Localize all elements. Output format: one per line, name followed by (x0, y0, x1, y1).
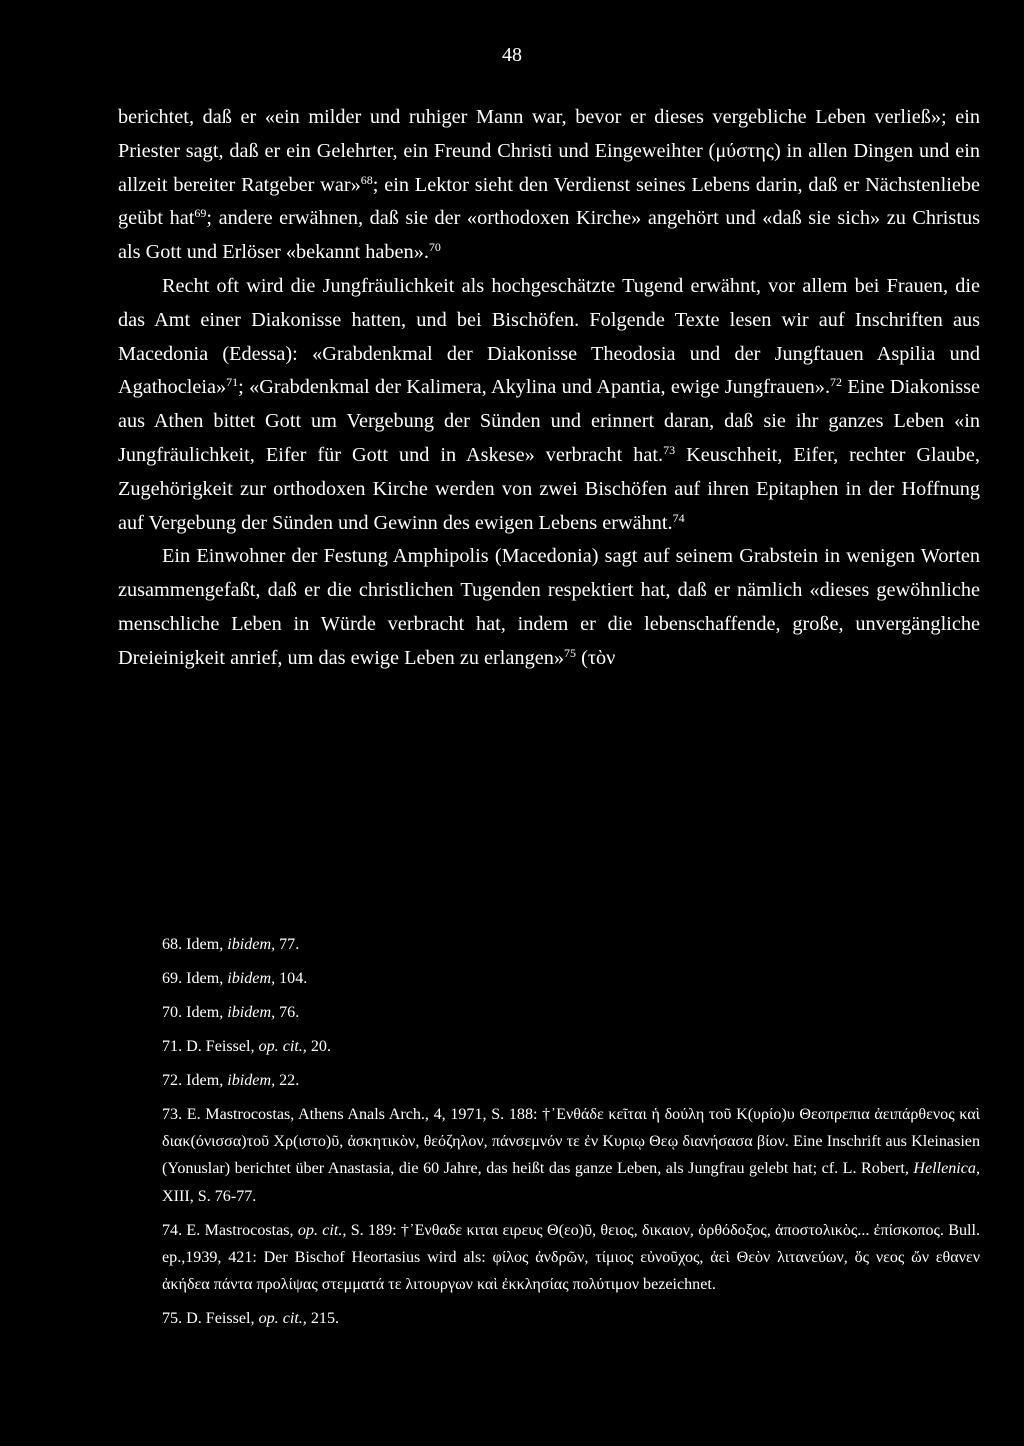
footnote-text: 69. Idem, (162, 970, 228, 987)
footnote-text: 71. D. Feissel, (162, 1038, 259, 1055)
footnote-text: 75. D. Feissel, (162, 1310, 259, 1328)
text-run: berichtet, daß er «ein milder und ruhiger Mann war, bevor er dieses vergebliche Leben verließ»; ein Priester sagt, daß er ein Gelehrter, ein Freund Christi und Eingeweihter (μύστης) in allen Dingen und ein allzeit bereiter Ratgeber war» (118, 106, 980, 196)
text-run: Eine Diakonisse aus Athen bittet Gott um Vergebung der Sünden und erinnert daran, daß sie ihr ganzes Leben «in Jungfräulichkeit, Eifer für Gott und in Askese» verbracht hat. (118, 376, 981, 466)
main-text (118, 101, 980, 676)
footnote-72 (162, 1067, 980, 1094)
footnote-italic: Hellenica, (913, 1160, 980, 1178)
text-run: ; ein Lektor sieht den Verdienst seines Lebens darin, daß er Nächstenliebe geübt hat (118, 173, 980, 230)
text-run: ; andere erwähnen, daß sie der «orthodoxen Kirche» angehört und «daß sie sich» zu Christus als Gott und Erlöser «bekannt haben». (118, 207, 980, 264)
footnote-text: XIII, S. 76-77. (162, 1187, 257, 1205)
footnote-text: 20. (306, 1038, 331, 1055)
footnote-italic: op. cit., (258, 1310, 307, 1328)
footnote-italic: op. cit., (258, 1038, 307, 1055)
text-run: Keuschheit, Eifer, rechter Glaube, Zugehörigkeit zur orthodoxen Kirche werden von zwei Bischöfen auf ihren Epitaphen in der Hoffnung auf Vergebung der Sünden und Gewinn des ewigen Lebens erwähnt. (118, 443, 981, 534)
footnote-text: 77. (275, 936, 300, 953)
footnote-ref-69[interactable]: 69 (194, 206, 207, 221)
text-run: Ein Einwohner der Festung Amphipolis (Macedonia) sagt auf seinem Grabstein in wenigen Worten zusammengefaßt, daß er die christlichen Tugenden respektiert hat, daß er nämlich «dieses gewöhnliche menschliche Leben in Würde verbracht hat, indem er die lebenschaffende, große, unvergängliche Dreieinigkeit anrief, um das ewige Leben zu erlangen» (118, 545, 980, 669)
footnote-italic: op. cit., (297, 1221, 347, 1239)
footnote-ref-75[interactable]: 75 (564, 645, 576, 660)
footnote-text: 22. (275, 1072, 300, 1089)
footnote-text: 72. Idem, (162, 1072, 228, 1089)
footnotes (162, 931, 980, 1339)
footnote-ref-74[interactable]: 74 (672, 510, 685, 525)
footnote-text: 73. E. Mastrocostas, Athens Anals Arch., 4, 1971, S. 188: †᾿Ενθάδε κεῖται ἡ δούλη τοῦ Κ(υρίο)υ Θεοπρεπια ἀειπάρθενος καὶ διακ(όνισσα)τοῦ Χρ(ιστο)ῦ, ἀσκητικὸν, θεόζηλον, πάνσεμνόν τε ἐν Κυριῳ Θεῳ διανήσασα βίον. Eine Inschrift aus Kleinasien (Yonuslar) berichtet über Anastasia, die 60 Jahre, das heißt das ganze Leben, als Jungfrau gelebt hat; cf. L. Robert, (162, 1106, 980, 1178)
text-run: Recht oft wird die Jungfräulichkeit als hochgeschätzte Tugend erwähnt, vor allem bei Frauen, die das Amt einer Diakonisse hatten, und bei Bischöfen. Folgende Texte lesen wir auf Inschriften aus Macedonia (Edessa): «Grabdenkmal der Diakonisse Theodosia und der Jungftauen Aspilia und Agathocleia» (118, 274, 980, 399)
footnote-71 (162, 1033, 980, 1060)
footnote-ref-72[interactable]: 72 (830, 375, 843, 390)
footnote-68 (162, 931, 980, 958)
footnote-text: 104. (275, 970, 308, 987)
footnote-text: 70. Idem, (162, 1004, 228, 1021)
text-run: (τὸν (576, 646, 616, 669)
paragraph-1 (118, 101, 980, 270)
footnote-text: 74. E. Mastrocostas, (162, 1221, 298, 1239)
footnote-ref-73[interactable]: 73 (663, 442, 676, 457)
footnote-italic: ibidem, (227, 970, 276, 987)
footnote-69 (162, 965, 980, 992)
footnote-italic: ibidem, (227, 1072, 276, 1089)
footnote-74 (162, 1217, 980, 1299)
page-number: 48 (502, 44, 522, 66)
footnote-ref-70[interactable]: 70 (428, 240, 441, 255)
text-run: ; «Grabdenkmal der Kalimera, Akylina und Apantia, ewige Jungfrauen». (238, 376, 831, 399)
footnote-73 (162, 1101, 980, 1210)
footnote-text: 215. (306, 1310, 340, 1328)
footnote-70 (162, 999, 980, 1026)
footnote-text: 68. Idem, (162, 936, 228, 953)
footnote-ref-71[interactable]: 71 (226, 375, 239, 390)
footnote-italic: ibidem, (227, 1004, 276, 1021)
footnote-75 (162, 1305, 980, 1332)
footnote-ref-68[interactable]: 68 (360, 172, 373, 187)
footnote-italic: ibidem, (227, 936, 276, 953)
footnote-text: S. 189: †᾿Ενθαδε κιται ειρευς Θ(εο)ῦ, θειος, δικαιον, ὀρθόδοξος, ἀποστολικὸς... ἐπίσκοπος. Bull. ep.,1939, 421: Der Bischof Heortasius wird als: φίλος ἀνδρῶν, τίμιος εὐνοῦχος, ἀεὶ Θεὸν λιτανεύων, ὅς νεος ὤν εθανεν ἀκήδεα πάντα προλίψας στεμματά τε λιτουργων καὶ ἐκκλησίας πολύτιμον bezeichnet. (162, 1221, 980, 1294)
paragraph-3 (118, 540, 980, 675)
footnote-text: 76. (275, 1004, 300, 1021)
paragraph-2 (118, 270, 980, 540)
